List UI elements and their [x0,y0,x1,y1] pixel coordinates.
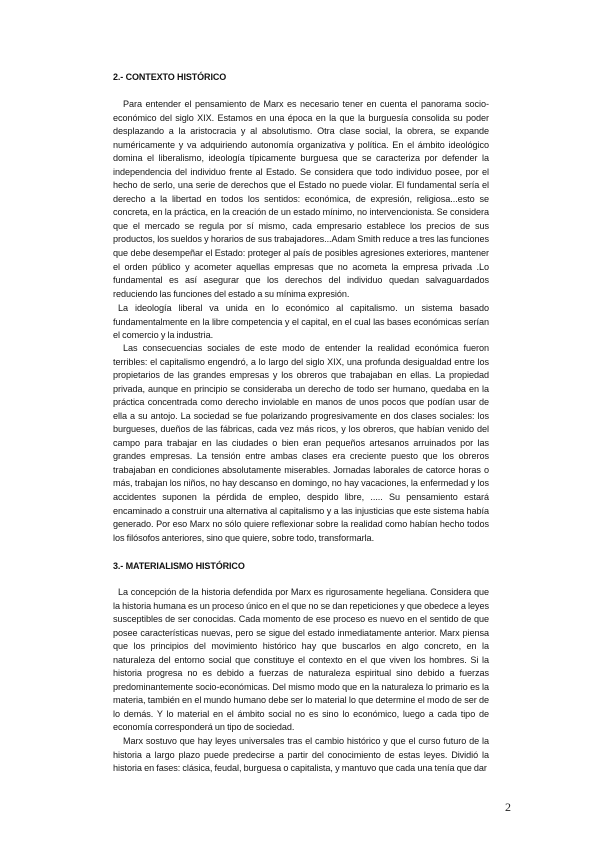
section-heading-materialismo-historico: 3.- MATERIALISMO HISTÓRICO [113,561,245,571]
page-number: 2 [505,800,511,814]
paragraph-contexto-2: La ideología liberal va unida en lo económico al capitalismo. un sistema basado fundamentalmente en la libre competencia y el capital, en el cual las bases económicas serían el comercio y la industria. [113,303,489,341]
paragraph-materialismo-1: La concepción de la historia defendida por Marx es rigurosamente hegeliana. Considera que la historia humana es un proceso único en el que no se dan repeticiones y que obedece a leyes susceptibles de ser conocidas. Cada momento de ese proceso es nuevo en el sentido de que posee características nuevas, pero se sigue del estado inmediatamente anterior. Marx piensa que los principios del movimiento histórico hay que buscarlos en algo concreto, en la naturaleza del entorno social que constituye el contexto en el que viven los hombres. Si la historia progresa no es debido a fuerzas de naturaleza espiritual sino debido a fuerzas predominantemente socio-económicas. Del mismo modo que en la naturaleza lo primario es la materia, también en el mundo humano debe ser lo material lo que determine el modo de ser de lo demás. Y lo material en el ámbito social no es sino lo económico, luego a cada tipo de economía corresponderá un tipo de sociedad. [113,587,489,733]
paragraph-contexto-1: Para entender el pensamiento de Marx es necesario tener en cuenta el panorama socio-económico del siglo XIX. Estamos en una época en la que la burguesía consolida su poder desplazando a la aristocracia y al absolutismo. Otra clase social, la obrera, se expande numéricamente y va adquiriendo autonomía organizativa y política. En el ámbito ideológico domina el liberalismo, ideología típicamente burguesa que se caracteriza por defender la independencia del individuo frente al Estado. Se considera que todo individuo posee, por el hecho de serlo, una serie de derechos que el Estado no puede violar. El fundamental sería el derecho a la libertad en todos los sentidos: económica, de expresión, religiosa...esto se concreta, en la práctica, en la creación de un estado mínimo, no intervencionista. Se considera que el mercado se regula por sí mismo, cada empresario establece los precios de sus productos, los sueldos y horarios de sus trabajadores...Adam Smith reduce a tres las funciones que debe desempeñar el Estado: proteger al país de posibles agresiones exteriores, mantener el orden público y acometer aquellas empresas que no acometa la empresa privada .Lo fundamental es así asegurar que los derechos del individuo quedan salvaguardados reduciendo las funciones del estado a su mínima expresión. [113,99,489,299]
section-heading-contexto-historico: 2.- CONTEXTO HISTÓRICO [113,72,227,82]
paragraph-contexto-3: Las consecuencias sociales de este modo de entender la realidad económica fueron terribles: el capitalismo engendró, a lo largo del siglo XIX, una profunda desigualdad entre los propietarios de las grandes empresas y los obreros que trabajaban en ellas. La propiedad privada, aunque en principio se consideraba un derecho de todo ser humano, quedaba en la práctica concentrada como derecho inviolable en manos de unos pocos que podían usar de ella a su antojo. La sociedad se fue polarizando progresivamente en dos clases sociales: los burgueses, dueños de las fábricas, cada vez más ricos, y los obreros, que habían venido del campo para trabajar en las ciudades o bien eran pequeños artesanos arruinados por las grandes empresas. La tensión entre ambas clases era creciente puesto que los obreros trabajaban en condiciones absolutamente miserables. Jornadas laborales de catorce horas o más, trabajan los niños, no hay descanso en domingo, no hay vacaciones, la enfermedad y los accidentes suponen la pérdida de empleo, despido libre, ..... Su pensamiento estará encaminado a construir una alternativa al capitalismo y a las injusticias que este sistema había generado. Por eso Marx no sólo quiere reflexionar sobre la realidad como habían hecho todos los filósofos anteriores, sino que quiere, sobre todo, transformarla. [113,343,489,543]
paragraph-materialismo-2: Marx sostuvo que hay leyes universales tras el cambio histórico y que el curso futuro de la historia a largo plazo puede predecirse a partir del conocimiento de estas leyes. Dividió la historia en fases: clásica, feudal, burguesa o capitalista, y mantuvo que cada una tenía que dar [113,736,489,774]
